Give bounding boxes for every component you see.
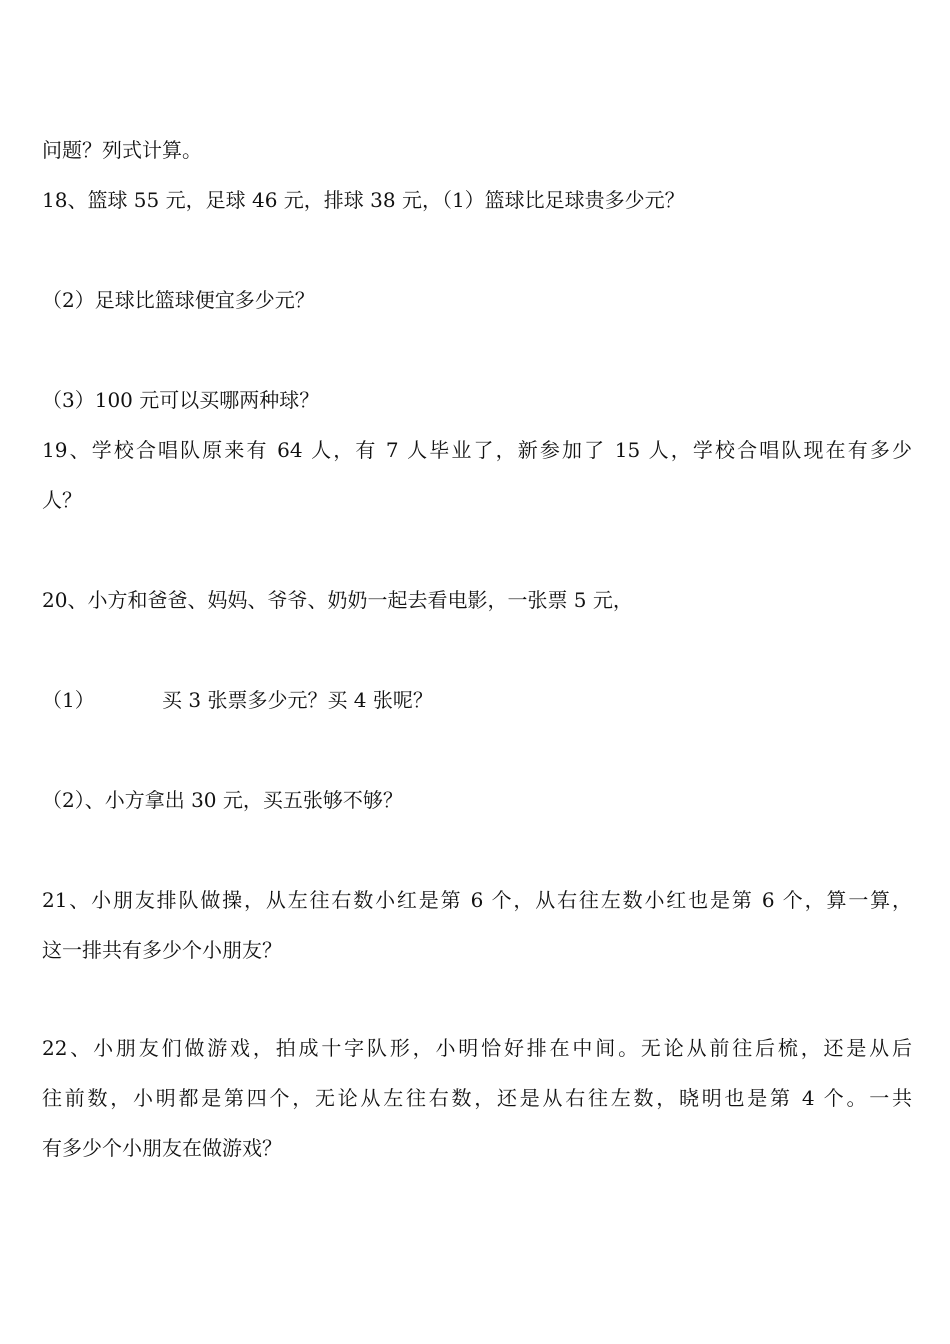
continuation-line: 问题？列式计算。 — [42, 138, 202, 162]
question-20: 20、小方和爸爸、妈妈、爷爷、奶奶一起去看电影，一张票 5 元， — [42, 588, 633, 612]
question-20-part-1 — [42, 688, 912, 712]
question-18-part-2: （2）足球比篮球便宜多少元？ — [42, 288, 315, 312]
question-20-part-2: （2）、小方拿出 30 元，买五张够不够？ — [42, 788, 403, 812]
question-22-line-2: 往前数，小明都是第四个，无论从左往右数，还是从右往左数，晓明也是第 4 个。一共 — [42, 1086, 912, 1110]
question-21-line-1: 21、小朋友排队做操，从左往右数小红是第 6 个，从右往左数小红也是第 6 个，算一算， — [42, 888, 912, 912]
question-19-line-1: 19、学校合唱队原来有 64 人，有 7 人毕业了，新参加了 15 人，学校合唱队现在有多少 — [42, 438, 912, 462]
question-22-line-1: 22、小朋友们做游戏，拍成十字队形，小明恰好排在中间。无论从前往后梳，还是从后 — [42, 1036, 912, 1060]
question-18: 18、篮球 55 元，足球 46 元，排球 38 元，（1）篮球比足球贵多少元？ — [42, 188, 685, 212]
question-21-line-2: 这一排共有多少个小朋友？ — [42, 938, 282, 962]
part-1-text: 买 3 张票多少元？买 4 张呢？ — [162, 688, 433, 712]
question-19-line-2: 人？ — [42, 488, 82, 512]
question-18-part-3: （3）100 元可以买哪两种球？ — [42, 388, 320, 412]
question-22-line-3: 有多少个小朋友在做游戏？ — [42, 1136, 282, 1160]
part-1-label: （1） — [42, 688, 95, 712]
